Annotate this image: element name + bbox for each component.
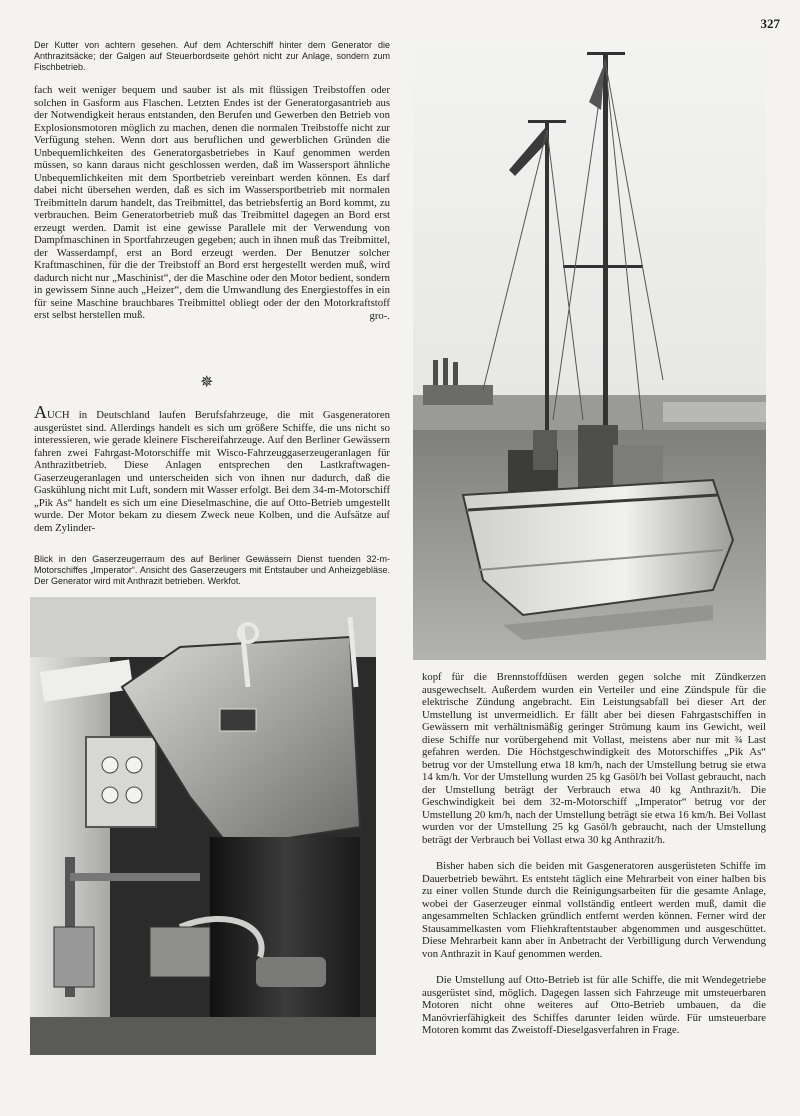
caption-gasifier-room: Blick in den Gaserzeugerraum des auf Berliner Gewässern Dienst tuenden 32-m-Motorschiffes „Imperator“. Ansicht des Gaserzeugers mit Entstauber und Anheizgebläse. Der Generator wird mit Anthrazit betrieben. Werkfot.: [34, 554, 390, 586]
column-left-upper: [34, 84, 390, 322]
page-number: 327: [760, 16, 780, 31]
paragraph-generator-comparison: fach weit weniger bequem und sauber ist als mit flüssigen Treibstoffen oder solchen in Gasform aus Flaschen. Letzten Endes ist der Generatorgasantrieb aus der Notwendigkeit heraus entstanden, den Berufen und Gewerben den Betrieb von Explosionsmotoren möglich zu machen, denen die normalen Treibstoffe nicht zur Verfügung stehen. Wenn dort aus beruflichen und gewerblichen Gründen die Unbequemlichkeiten des Generatorgasbetriebes in Kauf genommen werden müssen, so kann daraus nicht geschlossen werden, daß im Wassersport ähnliche Unbequemlichkeiten mit dem Sportbetrieb vereinbart werden können. Es darf dabei nicht übersehen werden, daß es sich im Wassersportbetrieb mit normalen Treibmitteln darum handelt, das Treibmittel, das betriebsfertig an Bord kommt, zu verbrauchen. Beim Generatorbetrieb muß das Treibmittel dagegen an Bord erst erzeugt werden. Damit ist eine gewisse Parallele mit der Verwendung von Dampfmaschinen in Sportfahrzeugen gegeben; auch in ihnen muß das Treibmittel, der Wasserdampf, erst an Bord erzeugt werden. Der Benutzer solcher Kraftmaschinen, für die der Treibstoff an Bord erst hergestellt werden muß, wird dadurch nicht nur „Maschinist“, der die Maschine oder den Motor bedient, sondern in gewissem Sinne auch „Heizer“, dem die Umwandlung des Energiestoffes in ein für seine Maschine brauchbares Treibmittel obliegt oder der den Motorkraftstoff erst selbst herstellen muß.: [34, 84, 390, 321]
drop-cap: A: [34, 402, 47, 422]
paragraph-conversion-results: kopf für die Brennstoffdüsen werden gegen solche mit Zündkerzen ausgewechselt. Außerdem wurden ein Verteiler und eine Zündspule für die elektrische Zündung angebracht. Ein Leistungsabfall bei dieser Art der Umstellung ist unvermeidlich. Er fällt aber bei diesen Fahrgastschiffen in Gewässern mit verhältnismäßig geringer Strömung kaum ins Gewicht, weil diese Schiffe nur vorübergehend mit Vollast, meistens aber nur mit ¾ Last gefahren werden. Die Höchstgeschwindigkeit des Motorschiffes „Pik As“ betrug vor der Umstellung etwa 18 km/h, nach der Umstellung betrug sie etwa 14 km/h. Vor der Umstellung wurden 25 kg Gasöl/h bei Vollast gebraucht, nach der Umstellung beträgt der Verbrauch etwa 40 kg Anthrazit/h. Die Geschwindigkeit bei dem 32-m-Motorschiff „Imperator“ betrug vor der Umstellung 20 km/h, nach der Umstellung beträgt sie etwa 16 km/h. Bei Vollast wurden vor der Umstellung 25 kg Gasöl/h gebraucht, nach der Umstellung beträgt der Verbrauch bei Vollast etwa 30 kg Anthrazit/h.: [422, 671, 766, 846]
author-signature: gro-.: [369, 309, 390, 322]
paragraph-germany-vessels: [34, 402, 390, 534]
paragraph-germany-vessels-text: UCH in Deutschland laufen Berufsfahrzeuge, die mit Gasgeneratoren ausgerüstet sind. Allerdings handelt es sich um größere Schiffe, die uns nicht so interessieren, wie gerade kleinere Fischereifahrzeuge. Auf den Berliner Gewässern fahren zwei Fahrgast-Motorschiffe mit Wisco-Fahrzeuggaserzeugeranlagen für Anthrazitbetrieb. Diese Anlagen entsprechen den Lastkraftwagen-Gaserzeugeranlagen und unterscheiden sich von ihnen nur dadurch, daß die Gaskühlung nicht mit Luft, sondern mit Wasser erfolgt. Bei dem 34-m-Motorschiff „Pik As“ handelt es sich um eine Dieselmaschine, die auf Otto-Betrieb umgestellt wurde. Der Motor bekam zu diesem Zweck neue Kolben, und die Aufsätze auf dem Zylinder-: [34, 409, 390, 534]
column-right: [422, 671, 766, 1037]
paragraph-conversion-possibility: Die Umstellung auf Otto-Betrieb ist für alle Schiffe, die mit Wendegetriebe ausgerüstet sind, möglich. Dagegen lassen sich Fahrzeuge mit umsteuerbaren Motoren nicht ohne weiteres auf Otto-Betrieb umbauen, da die Manövrierfähigkeit des Schiffes darunter leiden würde. Für umsteuerbare Motoren kommt das Zweistoff-Dieselgasverfahren in Frage.: [422, 974, 766, 1036]
caption-top: Der Kutter von achtern gesehen. Auf dem Achterschiff hinter dem Generator die Anthrazitsäcke; der Galgen auf Steuerbordseite gehört nicht zur Anlage, sondern zum Fischbetrieb.: [34, 40, 390, 72]
section-separator-icon: ✵: [200, 374, 214, 391]
photo-gasifier-room: [30, 597, 376, 1055]
column-left-lower: [34, 402, 390, 534]
photo-cutter-stern: [413, 40, 766, 660]
paragraph-operation-experience: Bisher haben sich die beiden mit Gasgeneratoren ausgerüsteten Schiffe im Dauerbetrieb bewährt. Es entsteht täglich eine Mehrarbeit von einer halben bis zu einer vollen Stunde durch die Reinigungsarbeiten für die gesamte Anlage, wobei der Gaserzeuger einmal vollständig entleert werden muß, damit die angesammelten Schlacken gründlich entfernt werden können. Ferner wird der Stausammelkasten vom Fliehkraftentstauber abgenommen und ausgeschüttet. Diese Mehrarbeit kann aber in Anbetracht der Verbilligung durch Verwendung von Anthrazit in Kauf genommen werden.: [422, 860, 766, 960]
